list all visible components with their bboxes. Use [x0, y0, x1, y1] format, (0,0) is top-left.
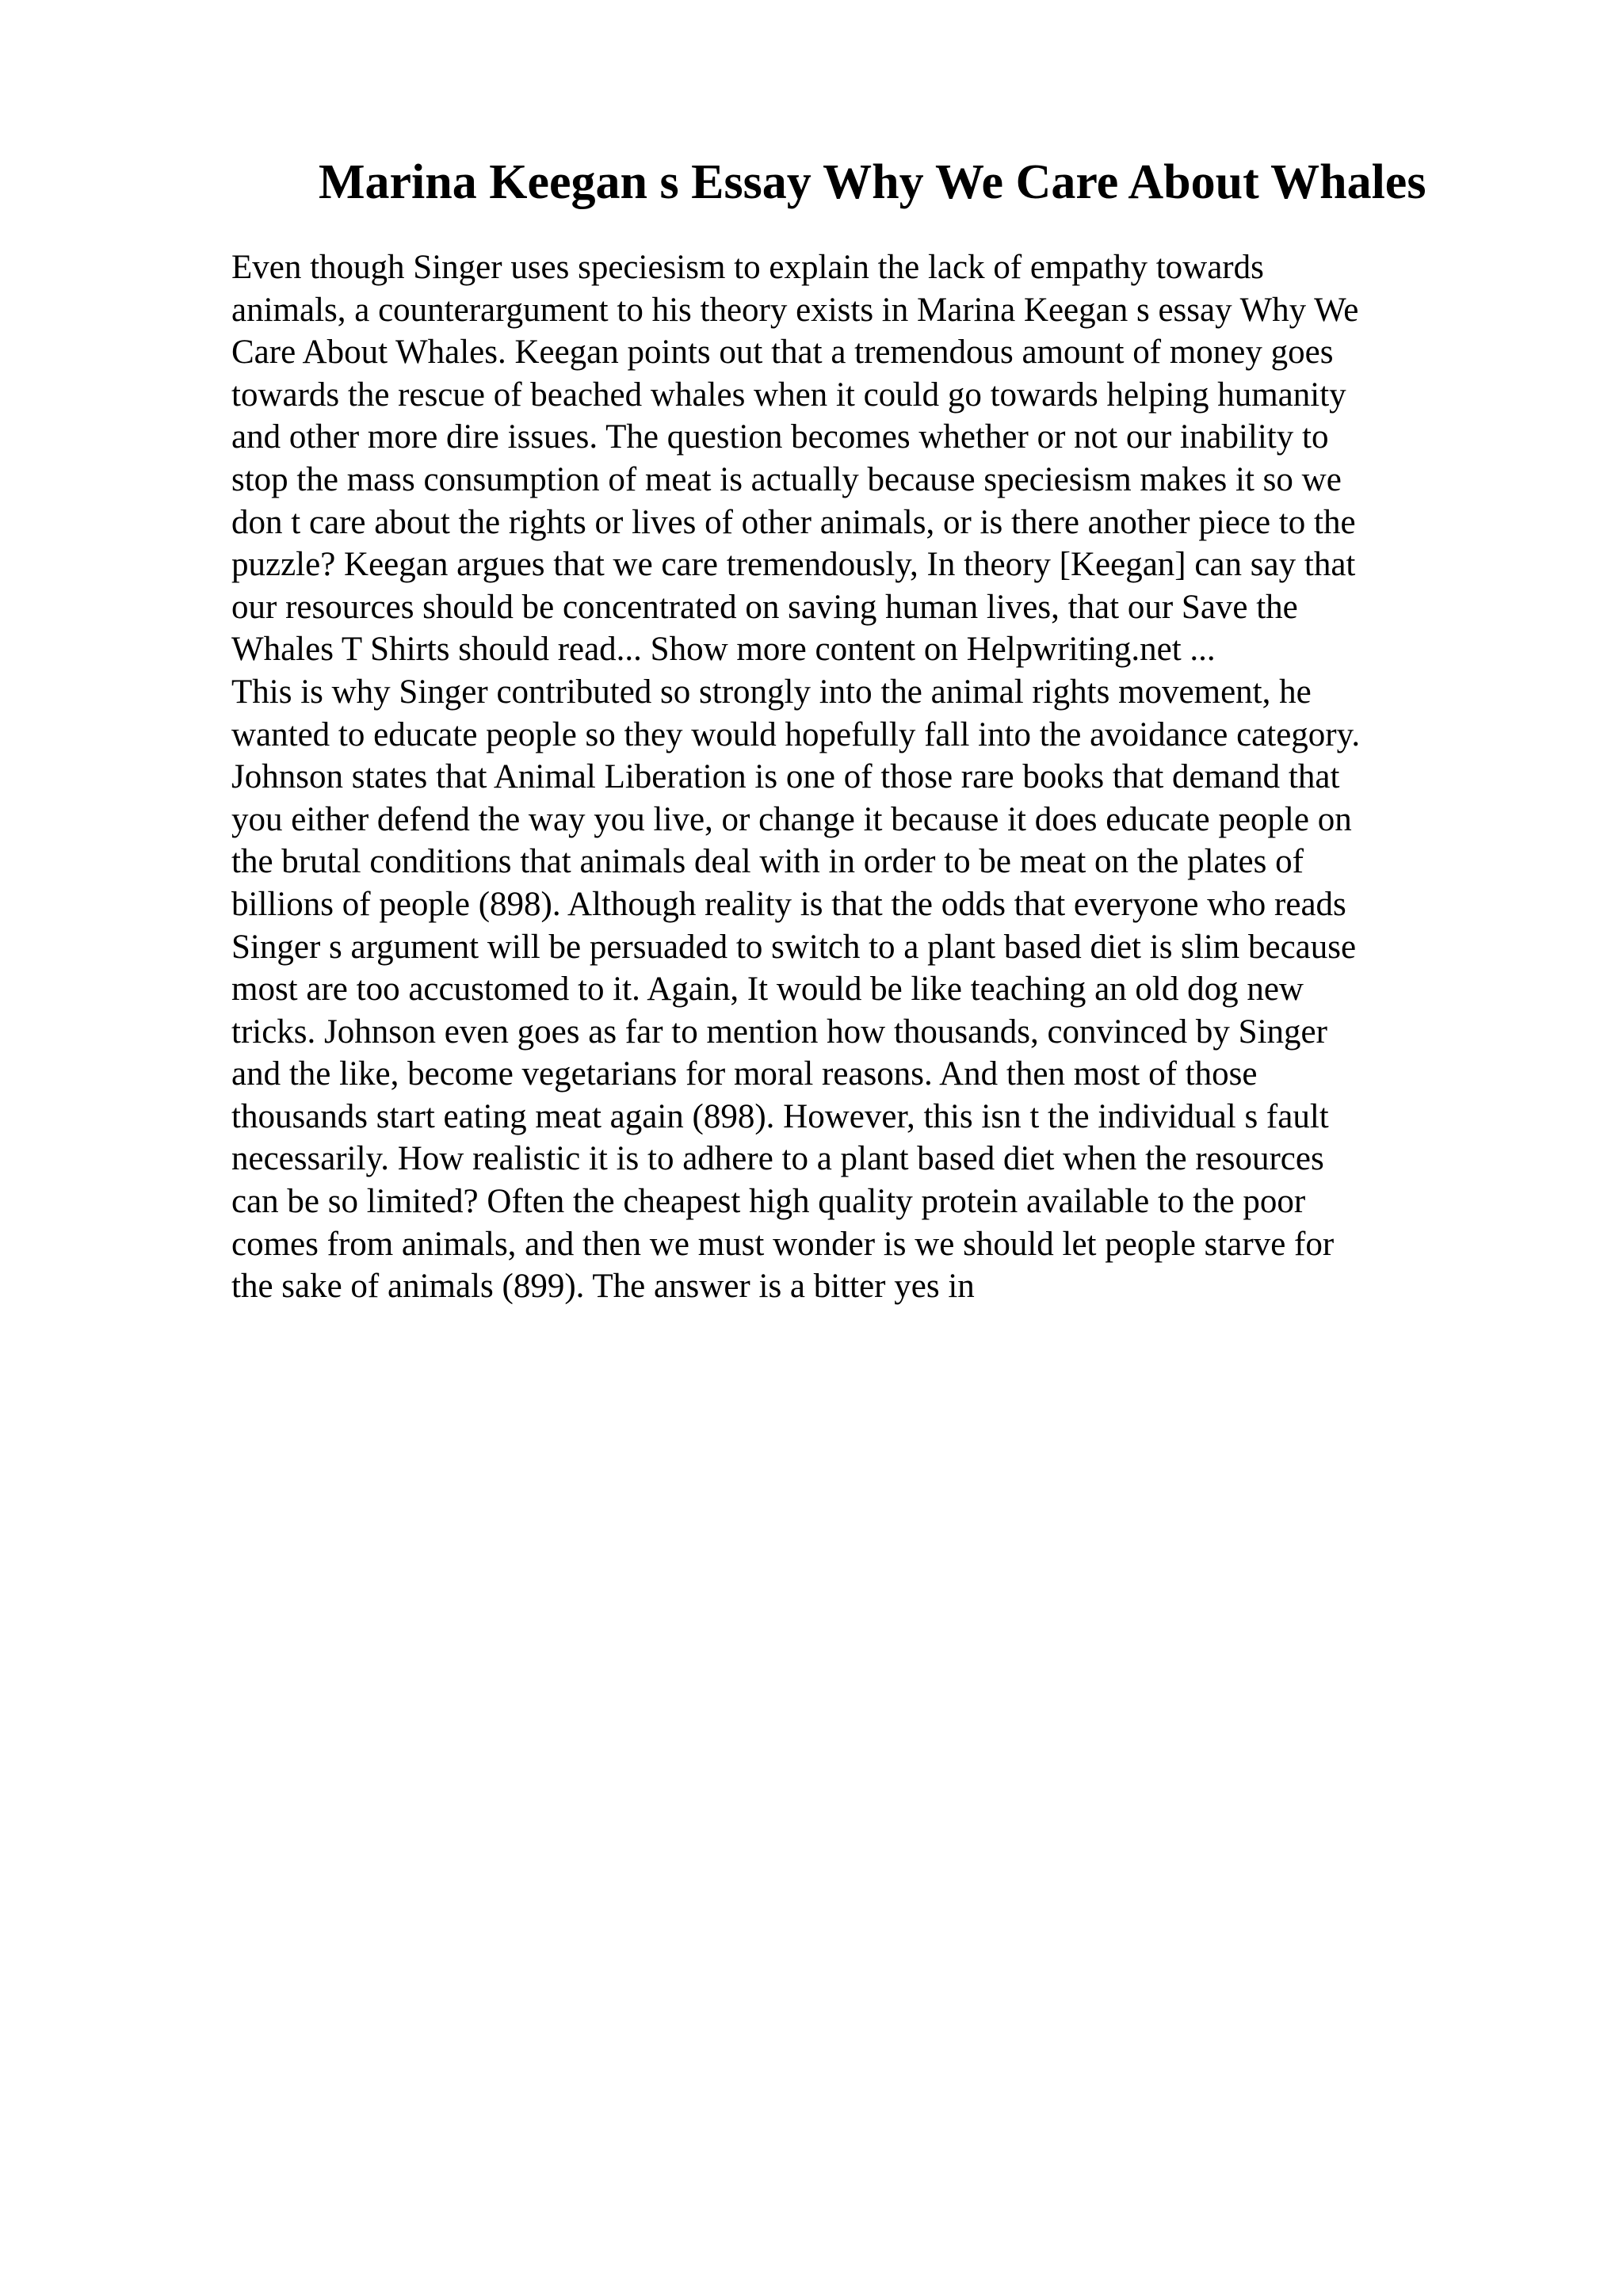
- body-line: thousands start eating meat again (898). However, this isn t the individual s fault: [231, 1097, 1329, 1135]
- body-line: and other more dire issues. The question becomes whether or not our inability to: [231, 418, 1329, 456]
- body-line: tricks. Johnson even goes as far to mention how thousands, convinced by Singer: [231, 1013, 1327, 1051]
- body-line: the sake of animals (899). The answer is a bitter yes in: [231, 1268, 975, 1306]
- body-line: necessarily. How realistic it is to adhere to a plant based diet when the resources: [231, 1140, 1324, 1178]
- body-line: and the like, become vegetarians for moral reasons. And then most of those: [231, 1055, 1258, 1093]
- body-line: wanted to educate people so they would hopefully fall into the avoidance category.: [231, 715, 1361, 753]
- body-line: most are too accustomed to it. Again, It would be like teaching an old dog new: [231, 971, 1304, 1009]
- body-line: puzzle? Keegan argues that we care tremendously, In theory [Keegan] can say that: [231, 546, 1356, 584]
- body-line: Johnson states that Animal Liberation is one of those rare books that demand that: [231, 758, 1340, 796]
- body-line: This is why Singer contributed so strongly into the animal rights movement, he: [231, 673, 1312, 711]
- document-body: [231, 246, 1547, 1308]
- body-line: Whales T Shirts should read... Show more content on Helpwriting.net ...: [231, 631, 1216, 669]
- body-line: Care About Whales. Keegan points out that a tremendous amount of money goes: [231, 334, 1334, 372]
- body-line: don t care about the rights or lives of other animals, or is there another piece to the: [231, 503, 1356, 541]
- body-line: the brutal conditions that animals deal with in order to be meat on the plates of: [231, 843, 1304, 881]
- body-line: animals, a counterargument to his theory exists in Marina Keegan s essay Why We: [231, 291, 1359, 329]
- body-line: towards the rescue of beached whales when it could go towards helping humanity: [231, 376, 1346, 414]
- body-line: our resources should be concentrated on saving human lives, that our Save the: [231, 588, 1298, 626]
- body-line: Singer s argument will be persuaded to switch to a plant based diet is slim because: [231, 928, 1357, 966]
- body-line: Even though Singer uses speciesism to explain the lack of empathy towards: [231, 249, 1264, 286]
- body-line: billions of people (898). Although reality is that the odds that everyone who reads: [231, 885, 1346, 923]
- body-line: you either defend the way you live, or change it because it does educate people on: [231, 800, 1352, 838]
- document-title: Marina Keegan s Essay Why We Care About Whales: [319, 155, 1426, 209]
- body-line: can be so limited? Often the cheapest high quality protein available to the poor: [231, 1183, 1306, 1221]
- body-line: stop the mass consumption of meat is actually because speciesism makes it so we: [231, 460, 1342, 498]
- body-line: comes from animals, and then we must wonder is we should let people starve for: [231, 1225, 1335, 1263]
